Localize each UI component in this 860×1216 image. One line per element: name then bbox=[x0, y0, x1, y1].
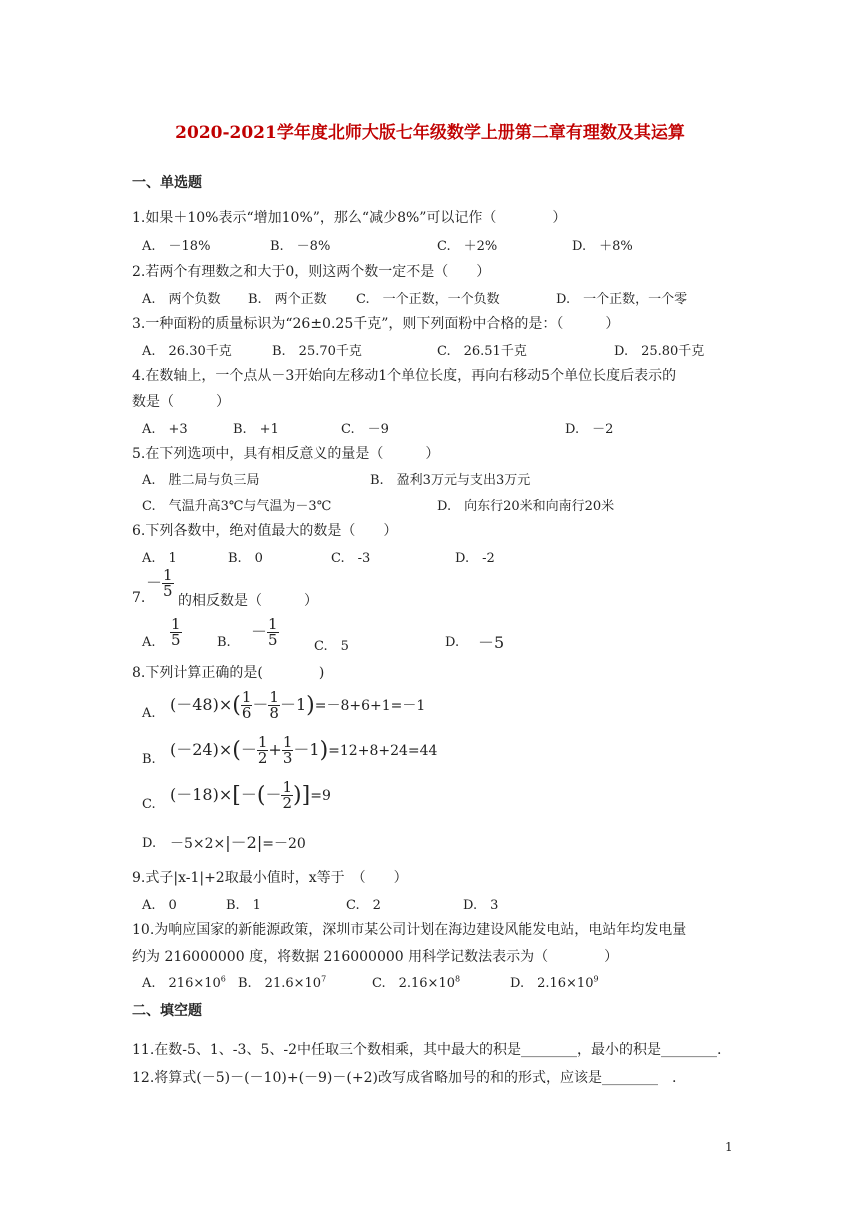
q2-option-a: A. 两个负数 bbox=[142, 292, 221, 307]
q6-option-a: A. 1 bbox=[142, 551, 177, 566]
q8-option-b: B. bbox=[142, 752, 156, 767]
question-1-stem: 1.如果＋10%表示“增加10%”，那么“减少8%”可以记作（ ） bbox=[132, 210, 567, 226]
q7-option-d: D. bbox=[445, 635, 460, 650]
q3-option-d: D. 25.80千克 bbox=[614, 344, 705, 359]
q5-option-d: D. 向东行20米和向南行20米 bbox=[437, 499, 615, 514]
q8-option-a: A. bbox=[142, 706, 156, 721]
q9-option-c: C. 2 bbox=[346, 898, 381, 913]
q3-option-a: A. 26.30千克 bbox=[142, 344, 232, 359]
q2-option-d: D. 一个正数，一个零 bbox=[556, 292, 688, 307]
q10-option-c: C. $2.16\times 10^8$ bbox=[372, 974, 461, 991]
q1-option-d: D. ＋8% bbox=[572, 239, 633, 254]
q10-option-a: A. $216\times 10^6$ bbox=[142, 974, 226, 991]
q9-option-d: D. 3 bbox=[463, 898, 499, 913]
question-12-stem: 12.将算式(－5)－(－10)+(－9)－(+2)改写成省略加号的和的形式，应该是________ . bbox=[132, 1070, 677, 1086]
q2-option-c: C. 一个正数，一个负数 bbox=[356, 292, 500, 307]
q6-option-b: B. 0 bbox=[228, 551, 263, 566]
question-10-stem-line1: 10.为响应国家的新能源政策，深圳市某公司计划在海边建设风能发电站，电站年均发电量 bbox=[132, 922, 687, 938]
question-8-stem: 8.下列计算正确的是( ) bbox=[132, 665, 325, 681]
question-10-stem-line2: 约为 216000000 度，将数据 216000000 用科学记数法表示为（ ） bbox=[132, 949, 619, 965]
q5-option-a: A. 胜二局与负三局 bbox=[142, 473, 260, 488]
q9-option-b: B. 1 bbox=[226, 898, 261, 913]
fraction-one-fifth: $\frac{1}{5}$ bbox=[268, 615, 278, 649]
q4-option-c: C. －9 bbox=[341, 422, 389, 437]
q8-option-d: D. bbox=[142, 836, 157, 851]
section-heading-fill-in: 二、填空题 bbox=[132, 1003, 202, 1019]
q1-option-a: A. －18% bbox=[142, 239, 211, 254]
question-4-stem-line2: 数是（ ） bbox=[132, 394, 230, 410]
question-5-stem: 5.在下列选项中，具有相反意义的量是（ ） bbox=[132, 446, 440, 462]
q7-fraction-expression bbox=[146, 568, 174, 599]
q10-option-b: B. $21.6\times 10^7$ bbox=[238, 974, 327, 991]
question-7-number: 7. bbox=[132, 590, 146, 606]
q4-option-b: B. +1 bbox=[233, 422, 279, 437]
page-number: 1 bbox=[725, 1140, 733, 1154]
q8-option-b-expression: (－24)×(－ $\frac{1}{2}$ + $\frac{1}{3}$ －1)=12+8+24=44 bbox=[170, 733, 438, 767]
question-6-stem: 6.下列各数中，绝对值最大的数是（ ） bbox=[132, 523, 398, 539]
q3-option-c: C. 26.51千克 bbox=[437, 344, 527, 359]
q8-option-c-expression: (－18)×[－(－ $\frac{1}{2}$ )]=9 bbox=[170, 778, 331, 812]
document-title: 2020-2021学年度北师大版七年级数学上册第二章有理数及其运算 bbox=[175, 123, 685, 143]
fraction-one-fifth: $\frac{1}{5}$ bbox=[163, 566, 173, 600]
q7-option-d-value: －5 bbox=[478, 633, 505, 652]
fraction-one-fifth: $\frac{1}{5}$ bbox=[171, 615, 181, 649]
q5-option-c: C. 气温升高3℃与气温为－3℃ bbox=[142, 499, 332, 514]
q7-option-c: C. 5 bbox=[314, 639, 349, 654]
section-heading-single-choice: 一、单选题 bbox=[132, 175, 202, 191]
minus-sign: － bbox=[146, 573, 163, 592]
q8-option-d-expression: －5×2×|－2|=－20 bbox=[170, 833, 306, 852]
q7-option-b-value: － $\frac{1}{5}$ bbox=[251, 615, 278, 649]
question-2-stem: 2.若两个有理数之和大于0，则这两个数一定不是（ ） bbox=[132, 264, 491, 280]
q1-option-c: C. ＋2% bbox=[437, 239, 498, 254]
question-3-stem: 3.一种面粉的质量标识为“26±0.25千克”，则下列面粉中合格的是：（ ） bbox=[132, 316, 620, 332]
question-11-stem: 11.在数-5、1、-3、5、-2中任取三个数相乘，其中最大的积是________，最小的积是________. bbox=[132, 1042, 722, 1058]
question-4-stem-line1: 4.在数轴上，一个点从－3开始向左移动1个单位长度，再向右移动5个单位长度后表示的 bbox=[132, 368, 677, 384]
q8-option-a-expression: (－48)×( $\frac{1}{6}$ － $\frac{1}{8}$ －1)=－8+6+1=－1 bbox=[170, 688, 426, 722]
q7-option-a: A. bbox=[142, 635, 156, 650]
q9-option-a: A. 0 bbox=[142, 898, 177, 913]
q7-option-a-value bbox=[170, 617, 182, 648]
q8-option-c: C. bbox=[142, 797, 156, 812]
question-7-stem: 的相反数是（ ） bbox=[178, 593, 318, 609]
q6-option-d: D. -2 bbox=[455, 551, 495, 566]
q4-option-d: D. －2 bbox=[565, 422, 614, 437]
q3-option-b: B. 25.70千克 bbox=[272, 344, 362, 359]
q7-option-b: B. bbox=[217, 635, 231, 650]
q10-option-d: D. $2.16\times 10^9$ bbox=[510, 974, 599, 991]
question-9-stem: 9.式子|x-1|+2取最小值时，x等于 （ ） bbox=[132, 870, 408, 886]
q5-option-b: B. 盈利3万元与支出3万元 bbox=[370, 473, 531, 488]
q4-option-a: A. +3 bbox=[142, 422, 188, 437]
q2-option-b: B. 两个正数 bbox=[248, 292, 327, 307]
q6-option-c: C. -3 bbox=[331, 551, 371, 566]
q1-option-b: B. －8% bbox=[270, 239, 331, 254]
